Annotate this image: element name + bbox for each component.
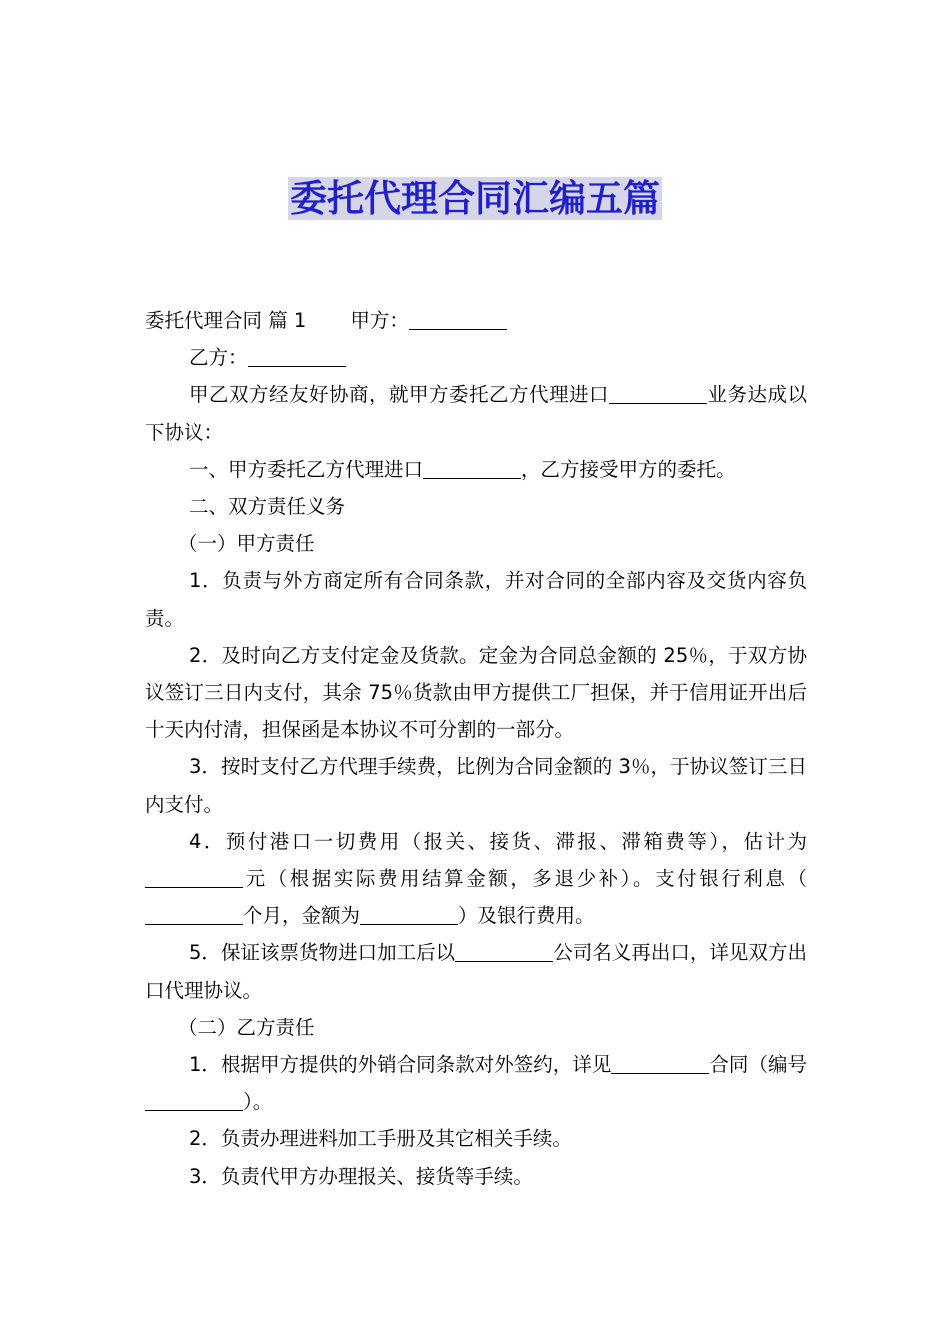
b-duty-1-contract-blank [611, 1053, 709, 1074]
document-body [145, 302, 807, 1195]
page-title-text: 委托代理合同汇编五篇 [290, 177, 660, 220]
duty-5-company-blank [455, 941, 553, 962]
party-b-line [145, 339, 807, 376]
clause-1-blank [423, 457, 521, 478]
duty-4-text-b: 元（根据实际费用结算金额，多退少补）。支付银行利息（ [243, 867, 807, 891]
party-a-duty-4 [145, 823, 807, 935]
duty-4-amount-blank [145, 867, 243, 888]
b-duty-1-number-blank [145, 1090, 243, 1111]
page-title [0, 174, 950, 224]
duty-5-text-a: 5．保证该票货物进口加工后以 [189, 941, 456, 965]
party-a-duty-1: 1．负责与外方商定所有合同条款，并对合同的全部内容及交货内容负责。 [145, 569, 807, 630]
duty-4-text-d: ）及银行费用。 [458, 904, 595, 928]
party-a-duty-2: 2．及时向乙方支付定金及货款。定金为合同总金额的 25％，于双方协议签订三日内支付，其余 75％货款由甲方提供工厂担保，并于信用证开出后十天内付清，担保函是本协议不可分割的一部分。 [145, 643, 807, 742]
duty-4-text-c: 个月，金额为 [243, 904, 361, 928]
party-a-label: 甲方： [350, 309, 409, 332]
b-duty-1-text-c: ）。 [243, 1090, 273, 1114]
contract-heading-line [145, 302, 807, 339]
party-b-duty-2: 2．负责办理进料加工手册及其它相关手续。 [189, 1127, 572, 1151]
party-a-duty-5 [145, 934, 807, 1008]
party-b-duty-3: 3．负责代甲方办理报关、接货等手续。 [189, 1164, 533, 1188]
intro-blank [609, 383, 707, 404]
b-duty-1-text-a: 1．根据甲方提供的外销合同条款对外签约，详见 [189, 1053, 612, 1077]
party-a-duties-heading: （一）甲方责任 [178, 532, 315, 556]
intro-text-a: 甲乙双方经友好协商，就甲方委托乙方代理进口 [189, 383, 609, 407]
party-b-blank [248, 346, 346, 367]
duty-4-text-a: 4．预付港口一切费用（报关、接货、滞报、滞箱费等），估计为 [189, 829, 807, 853]
b-duty-1-text-b: 合同（编号 [709, 1053, 807, 1077]
clause-2-heading: 二、双方责任义务 [189, 495, 346, 519]
party-a-blank [409, 309, 507, 330]
intro-paragraph [145, 376, 807, 450]
party-b-duties-heading: （二）乙方责任 [178, 1015, 315, 1039]
contract-heading: 委托代理合同 篇 1 [145, 309, 307, 332]
party-a-duty-3: 3．按时支付乙方代理手续费，比例为合同金额的 3％，于协议签订三日内支付。 [145, 755, 807, 816]
duty-4-months-blank [145, 904, 243, 925]
duty-5-text-b: 公司名义再出口，详见双方出口代理协议。 [145, 941, 807, 1002]
clause-1-text-a: 一、甲方委托乙方代理进口 [189, 457, 424, 481]
clause-1-text-b: ，乙方接受甲方的委托。 [521, 457, 736, 481]
party-b-label: 乙方： [189, 346, 248, 370]
clause-1 [145, 451, 807, 488]
intro-text-b: 业务达成以下协议： [145, 383, 807, 444]
duty-4-interest-blank [360, 904, 458, 925]
party-b-duty-1 [145, 1046, 807, 1120]
